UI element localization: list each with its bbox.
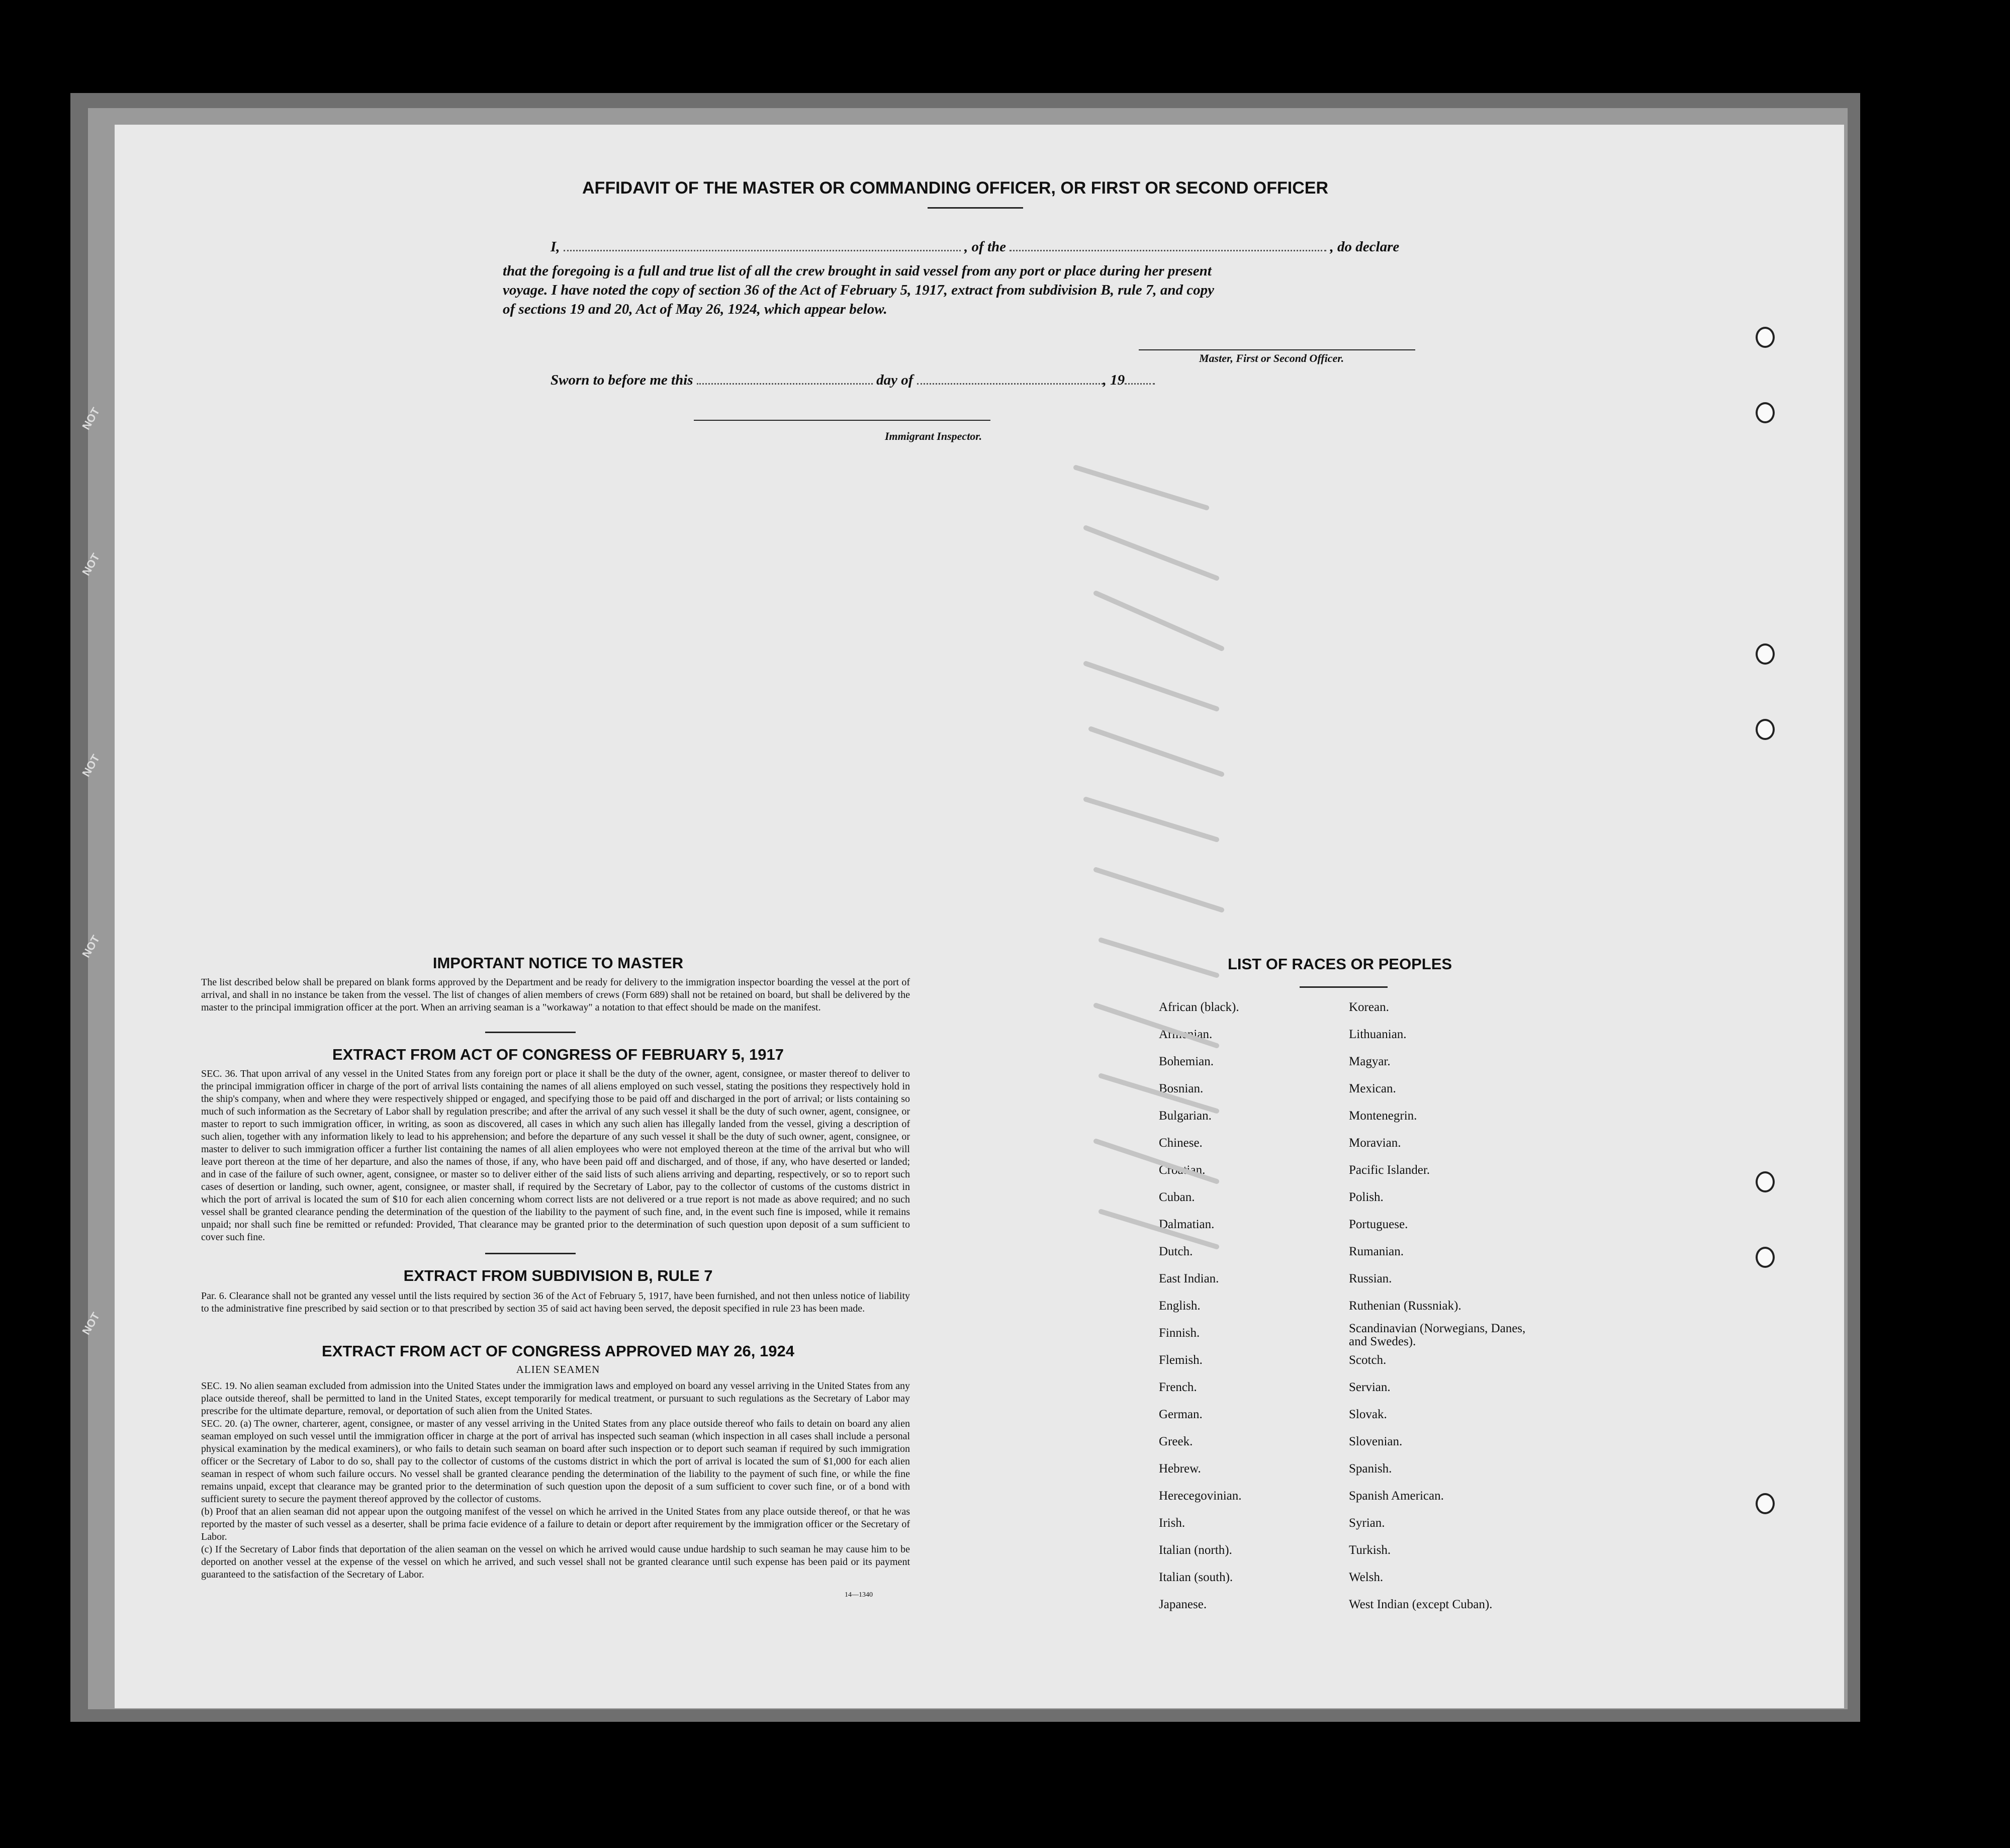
race-item: Russian. (1349, 1272, 1392, 1285)
binder-hole (1756, 1247, 1775, 1268)
race-item: Spanish American. (1349, 1489, 1444, 1503)
race-item: African (black). (1159, 1000, 1239, 1014)
race-item: Mexican. (1349, 1082, 1396, 1095)
race-item: Pacific Islander. (1349, 1163, 1430, 1177)
race-item: Korean. (1349, 1000, 1389, 1014)
label-do-declare: , do declare (1330, 239, 1400, 255)
form-number: 14—1340 (845, 1591, 873, 1599)
sworn-day-field[interactable] (697, 383, 873, 385)
affidavit-body-line: of sections 19 and 20, Act of May 26, 1924, which appear below. (503, 301, 887, 317)
race-item: Hebrew. (1159, 1462, 1201, 1475)
stamp-not: NOT (79, 1310, 103, 1337)
race-item: Greek. (1159, 1435, 1193, 1448)
stamp-not: NOT (79, 405, 103, 432)
label-day-of: day of (876, 372, 913, 388)
race-item: Ruthenian (Russniak). (1349, 1299, 1461, 1313)
race-item: Syrian. (1349, 1516, 1385, 1530)
binder-hole (1756, 719, 1775, 740)
extract-1917-title: EXTRACT FROM ACT OF CONGRESS OF FEBRUARY 5, 1917 (332, 1046, 784, 1063)
master-signature-label: Master, First or Second Officer. (1199, 352, 1344, 364)
race-item: Slovak. (1349, 1408, 1387, 1421)
stamp-not: NOT (79, 551, 103, 578)
race-item: Montenegrin. (1349, 1109, 1417, 1123)
binder-hole (1756, 327, 1775, 348)
extract-1924-title: EXTRACT FROM ACT OF CONGRESS APPROVED MAY 26, 1924 (322, 1342, 794, 1360)
sec-20b-text: (b) Proof that an alien seaman did not appear upon the outgoing manifest of the vessel on which he arrived in the United States from any place outside thereof, or that he was reported by the master of such vessel as a deserter, shall be prima facie evidence of a failure to detain or deport after requirement by the immigration officer or the Secretary of Labor. (201, 1506, 910, 1542)
sec-20a-text: SEC. 20. (a) The owner, charterer, agent, consignee, or master of any vessel arriving in the United States from any place outside thereof who fails to detain on board any alien seaman employed on such vessel until the immigration officer in charge at the port of arrival has inspected such seaman (which inspection in all cases shall include a personal physical examination by the medical examiners), or who fails to detain such seaman on board after such inspection or to deport such seaman if required by such immigration officer or the Secretary of Labor to do so, shall pay to the collector of customs of the customs district in which the port of arrival is located the sum of $1,000 for each alien seaman in respect of whom such failure occurs. No vessel shall be granted clearance pending the determination of the liability to the payment of such fine, or while the fine remains unpaid, except that clearance may be granted prior to the determination of such question upon the deposit of a sum sufficient to cover such fine, or of a bond with sufficient surety to secure the payment thereof approved by the collector of customs. (201, 1418, 910, 1505)
binder-hole (1756, 643, 1775, 665)
name-field[interactable] (564, 249, 961, 251)
race-item: Croatian. (1159, 1163, 1206, 1177)
races-title: LIST OF RACES OR PEOPLES (1227, 955, 1452, 973)
notice-body: The list described below shall be prepared on blank forms approved by the Department and be ready for delivery to the immigration inspector boarding the vessel at the port of arrival, and shall in no instance be taken from the vessel. The list of changes of alien members of crews (Form 689) shall not be retained on board, but shall be delivered by the master to the principal immigration officer at the port. When an arriving seaman is a "workaway" a notation to that effect should be made on the manifest. (201, 977, 910, 1013)
affidavit-body-line: that the foregoing is a full and true list of all the crew brought in said vessel from any port or place during her present (503, 263, 1212, 279)
race-item: Bosnian. (1159, 1082, 1204, 1095)
section-rule (485, 1253, 576, 1254)
race-item: Scandinavian (Norwegians, Danes, and Swedes). (1349, 1322, 1526, 1348)
sworn-line (551, 372, 1155, 389)
master-signature-line[interactable] (1139, 349, 1415, 350)
race-item: Italian (south). (1159, 1570, 1233, 1584)
race-item: Spanish. (1349, 1462, 1392, 1475)
stamp-not: NOT (79, 933, 103, 960)
race-item: Japanese. (1159, 1598, 1207, 1611)
race-item: Slovenian. (1349, 1435, 1403, 1448)
race-item: Magyar. (1349, 1055, 1391, 1068)
affidavit-body (503, 261, 1458, 319)
race-item: Irish. (1159, 1516, 1185, 1530)
race-item: Moravian. (1349, 1136, 1401, 1150)
race-item: Cuban. (1159, 1190, 1195, 1204)
race-item: Dalmatian. (1159, 1218, 1215, 1231)
race-item: Finnish. (1159, 1326, 1200, 1340)
sworn-month-field[interactable] (917, 383, 1103, 385)
race-item: German. (1159, 1408, 1203, 1421)
sec-19-text: SEC. 19. No alien seaman excluded from admission into the United States under the immigration laws and employed on board any vessel arriving in the United States from any place outside thereof, shall be permitted to land in the United States, except temporarily for medical treatment, or pursuant to such regulations as the Secretary of Labor may prescribe for the ultimate departure, removal, or deportation of such alien from the United States. (201, 1380, 910, 1417)
extract-1924-subtitle: ALIEN SEAMEN (516, 1363, 600, 1375)
race-item: Italian (north). (1159, 1543, 1232, 1557)
race-item: Bulgarian. (1159, 1109, 1212, 1123)
race-item: Chinese. (1159, 1136, 1203, 1150)
inspector-label: Immigrant Inspector. (885, 430, 982, 442)
race-item: Herecegovinian. (1159, 1489, 1242, 1503)
binder-hole (1756, 402, 1775, 423)
affidavit-title: AFFIDAVIT OF THE MASTER OR COMMANDING OFFICER, OR FIRST OR SECOND OFFICER (582, 178, 1328, 198)
extract-1924-body (201, 1380, 910, 1581)
label-i: I, (551, 239, 560, 255)
race-item: Rumanian. (1349, 1245, 1404, 1258)
race-item: Portuguese. (1349, 1218, 1408, 1231)
label-of-the: , of the (964, 239, 1007, 255)
race-item: English. (1159, 1299, 1201, 1313)
stamp-not: NOT (79, 752, 103, 779)
title-rule (928, 207, 1023, 209)
affidavit-body-line: voyage. I have noted the copy of section 36 of the Act of February 5, 1917, extract from subdivision B, rule 7, and copy (503, 282, 1214, 298)
bleed-through-marks (1056, 427, 1307, 1584)
race-item: Scotch. (1349, 1353, 1387, 1367)
label-sworn: Sworn to before me this (551, 372, 693, 388)
extract-rule7-body: Par. 6. Clearance shall not be granted any vessel until the lists required by section 36 of the Act of February 5, 1917, have been furnished, and not then unless notice of liability to the administrative fine prescribed by said section or to that prescribed by section 35 of said act having been served, the deposit specified in rule 23 has been made. (201, 1290, 910, 1314)
binder-hole (1756, 1493, 1775, 1514)
race-item: East Indian. (1159, 1272, 1219, 1285)
races-title-rule (1300, 986, 1388, 988)
race-item: French. (1159, 1380, 1197, 1394)
declaration-line (551, 239, 1450, 255)
race-item: Armenian. (1159, 1028, 1213, 1041)
extract-rule7-title: EXTRACT FROM SUBDIVISION B, RULE 7 (403, 1267, 713, 1284)
label-year: , 19 (1103, 372, 1125, 388)
race-item: Welsh. (1349, 1570, 1384, 1584)
binder-hole (1756, 1171, 1775, 1192)
notice-title: IMPORTANT NOTICE TO MASTER (432, 954, 684, 972)
sworn-year-field[interactable] (1125, 383, 1155, 385)
sec-20c-text: (c) If the Secretary of Labor finds that deportation of the alien seaman on the vessel on which he arrived would cause undue hardship to such seaman he may cause him to be deported on another vessel at the expense of the vessel on which he arrived, and such vessel shall not be granted clearance until such expense has been paid or its payment guaranteed to the satisfaction of the Secretary of Labor. (201, 1544, 910, 1580)
race-item: Servian. (1349, 1380, 1391, 1394)
section-rule (485, 1032, 576, 1033)
race-item: Polish. (1349, 1190, 1384, 1204)
race-item: Flemish. (1159, 1353, 1203, 1367)
race-item: Lithuanian. (1349, 1028, 1407, 1041)
inspector-signature-line[interactable] (694, 420, 990, 421)
race-item: Bohemian. (1159, 1055, 1214, 1068)
race-item: Turkish. (1349, 1543, 1391, 1557)
extract-1917-body: SEC. 36. That upon arrival of any vessel in the United States from any foreign port or place it shall be the duty of the owner, agent, consignee, or master thereof to deliver to the principal immigration officer in charge of the port of arrival lists containing the names of all aliens employed on such vessel, stating the positions they respectively hold in the ship's company, when and where they were respectively shipped or engaged, and specifying those to be paid off and discharged in the port of arrival; or lists containing so much of such information as the Secretary of Labor shall by regulation prescribe; and after the arrival of any such vessel it shall be the duty of such owner, agent, consignee, or master to report to such immigration officer, in writing, as soon as discovered, all cases in which any such alien has illegally landed from the vessel, giving a description of such alien, together with any information likely to lead to his apprehension; and before the departure of any such vessel it shall be the duty of such owner, agent, consignee, or master to deliver to such immigration officer a further list containing the names of all alien employees who were not employed thereon at the time of the arrival but who will leave port thereon at the time of her departure, and also the names of those, if any, who have been paid off and discharged, and of those, if any, who have deserted or landed; and in case of the failure of such owner, agent, consignee, or master so to deliver either of the said lists of such aliens arriving and departing, respectively, or so to report such cases of desertion or landing, such owner, agent, consignee, or master shall, if required by the Secretary of Labor, pay to the collector of customs of the customs district in which the port of arrival is located the sum of $10 for each alien concerning whom correct lists are not delivered or a true report is not made as above required; and no such vessel shall be granted clearance pending the determination of the question of the liability to the payment of such fine, and, in the event such fine is imposed, while it remains unpaid; nor shall such fine be remitted or refunded: Provided, That clearance may be granted prior to the determination of such question upon deposit of a sum sufficient to cover such fine. (201, 1068, 910, 1243)
race-item: Dutch. (1159, 1245, 1193, 1258)
race-item: West Indian (except Cuban). (1349, 1598, 1493, 1611)
vessel-field[interactable] (1010, 249, 1326, 251)
